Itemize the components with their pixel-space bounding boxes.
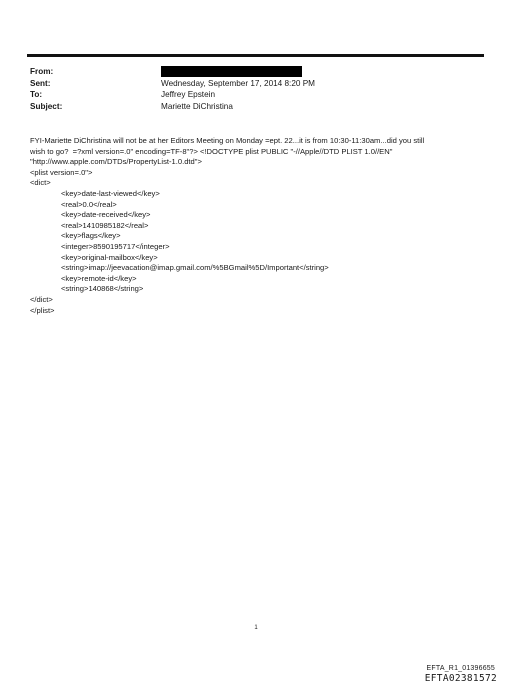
subject-value: Mariette DiChristina	[161, 101, 233, 111]
subject-row	[30, 101, 315, 113]
bates-number-small: EFTA_R1_01396655	[426, 665, 495, 672]
from-value	[161, 66, 302, 78]
bates-number-large: EFTA02381572	[424, 673, 497, 684]
body-line: "http://www.apple.com/DTDs/PropertyList-1.0.dtd">	[30, 157, 202, 167]
plist-line: <key>flags</key>	[61, 231, 121, 241]
email-header	[30, 66, 315, 112]
from-label: From:	[30, 67, 54, 76]
header-rule	[27, 54, 484, 57]
sent-value: Wednesday, September 17, 2014 8:20 PM	[161, 78, 315, 88]
plist-line: <key>date-received</key>	[61, 210, 151, 220]
subject-label: Subject:	[30, 101, 63, 111]
body-line: <plist version=.0">	[30, 167, 93, 177]
plist-line: <real>0.0</real>	[61, 199, 117, 209]
plist-line: <string>imap://jeevacation@imap.gmail.com/%5BGmail%5D/Important</string>	[61, 263, 329, 273]
to-value: Jeffrey Epstein	[161, 90, 216, 99]
redaction-box	[161, 66, 302, 77]
closing-line: </dict>	[30, 294, 53, 304]
plist-line: <real>1410985182</real>	[61, 220, 149, 230]
to-row	[30, 89, 315, 101]
body-line: FYI-Mariette DiChristina will not be at her Editors Meeting on Monday =ept. 22...it is from 10:30-11:30am...did you still	[30, 136, 425, 145]
plist-line: <integer>8590195717</integer>	[61, 241, 170, 251]
page-number: 1	[254, 625, 258, 631]
plist-line: <string>140868</string>	[61, 284, 144, 294]
plist-line: <key>remote-id</key>	[61, 273, 137, 283]
email-body	[30, 136, 490, 316]
body-line: <dict>	[30, 178, 51, 188]
sent-label: Sent:	[30, 78, 51, 88]
closing-line: </plist>	[30, 305, 55, 315]
plist-line: <key>date-last-viewed</key>	[61, 188, 160, 198]
plist-line: <key>original-mailbox</key>	[61, 252, 158, 262]
sent-row	[30, 78, 315, 90]
from-row	[30, 66, 315, 78]
to-label: To:	[30, 90, 43, 99]
body-line: wish to go? =?xml version=.0" encoding=TF-8"?> <!DOCTYPE plist PUBLIC "-//Apple//DTD PLIST 1.0//EN"	[30, 146, 393, 156]
